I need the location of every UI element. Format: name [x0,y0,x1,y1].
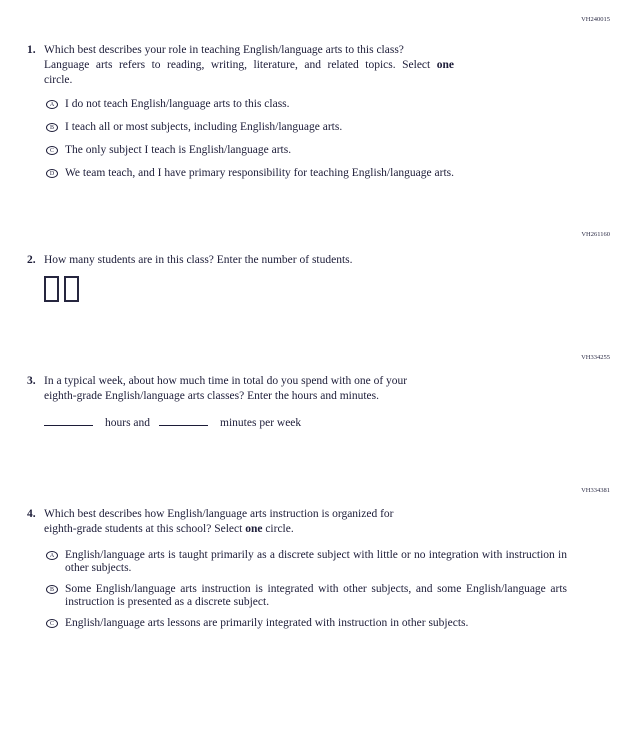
answer-option[interactable] [44,617,567,630]
digit-entry [44,276,353,302]
answer-option[interactable] [44,167,454,180]
bold-one: one [436,59,454,71]
option-text: Some English/language arts instruction is integrated with other subjects, and some English/language arts instruction is presented as a discrete subject. [65,583,567,608]
question-prompt-line: In a typical week, about how much time in total do you spend with one of your [44,375,408,387]
hours-blank-line[interactable] [44,415,93,426]
question-1 [27,43,454,190]
question-number: 4. [27,508,36,520]
answer-option[interactable] [44,98,454,111]
question-prompt-line: circle. [44,74,73,86]
minutes-blank-line[interactable] [159,415,208,426]
answer-bubble[interactable]: B [46,585,58,594]
option-text: I teach all or most subjects, including English/language arts. [65,121,343,133]
question-prompt-line: Language arts refers to reading, writing, literature, and related topics. Select one [44,59,454,71]
question-3 [27,374,407,431]
question-4 [27,507,567,638]
answer-bubble[interactable]: D [46,169,58,178]
option-text: English/language arts is taught primarily as a discrete subject with little or no integration with instruction in other subjects. [65,549,567,574]
question-4-code: VH334381 [581,487,610,494]
fill-in-line [44,415,407,431]
answer-option[interactable] [44,549,567,575]
question-prompt-line: Which best describes how English/language arts instruction is organized for [44,508,394,520]
question-3-code: VH334255 [581,354,610,361]
option-text: English/language arts lessons are primarily integrated with instruction in other subjects. [65,617,469,629]
answer-option[interactable] [44,121,454,134]
option-text: The only subject I teach is English/language arts. [65,144,292,156]
question-prompt-line: eighth-grade students at this school? Select one circle. [44,523,294,535]
question-prompt: How many students are in this class? Enter the number of students. [44,254,353,266]
question-2 [27,253,353,302]
answer-option[interactable] [44,583,567,609]
question-number: 2. [27,254,36,266]
fill-in-label: hours and [105,417,151,429]
question-number: 1. [27,44,36,56]
answer-bubble[interactable]: C [46,146,58,155]
option-text: I do not teach English/language arts to this class. [65,98,290,110]
answer-bubble[interactable]: B [46,123,58,132]
digit-box[interactable] [44,276,59,302]
question-prompt-line: eighth-grade English/language arts classes? Enter the hours and minutes. [44,390,379,402]
answer-bubble[interactable]: A [46,551,58,560]
question-2-code: VH261160 [581,231,610,238]
question-prompt-line: Which best describes your role in teaching English/language arts to this class? [44,44,404,56]
option-text: We team teach, and I have primary responsibility for teaching English/language arts. [65,167,454,179]
answer-bubble[interactable]: A [46,100,58,109]
digit-box[interactable] [64,276,79,302]
question-number: 3. [27,375,36,387]
bold-one: one [245,523,263,535]
answer-option[interactable] [44,144,454,157]
fill-in-label: minutes per week [220,417,302,429]
answer-bubble[interactable]: C [46,619,58,628]
question-1-code: VH240015 [581,16,610,23]
